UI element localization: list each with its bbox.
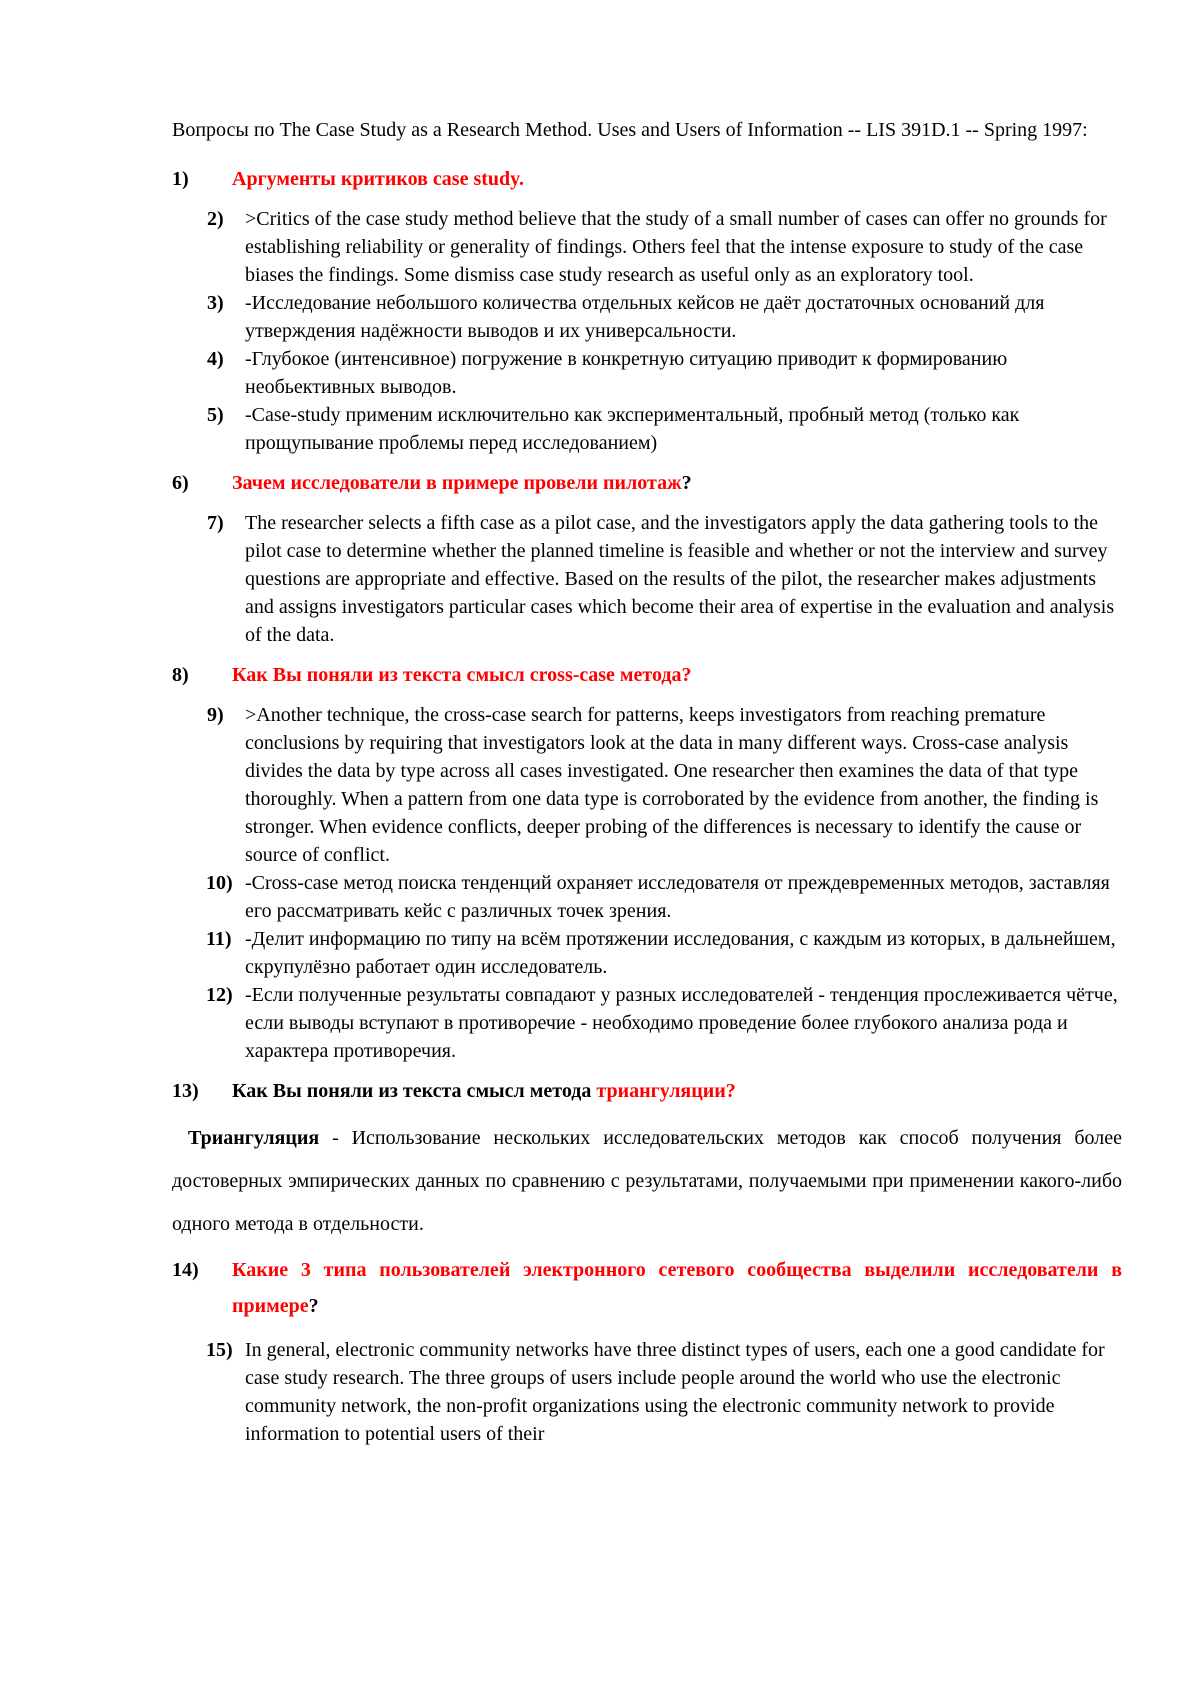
item-text: -Глубокое (интенсивное) погружение в конкретную ситуацию приводит к формированию необьективных выводов.: [245, 348, 1008, 398]
answer-list-8: [172, 701, 1122, 1065]
list-item: [172, 925, 1122, 981]
question-number: 8): [172, 664, 189, 686]
list-item: [172, 509, 1122, 649]
question-number: 6): [172, 472, 189, 494]
list-item: [172, 981, 1122, 1065]
item-number: 10): [206, 872, 233, 894]
document-title: Вопросы по The Case Study as a Research Method. Uses and Users of Information -- LIS 391D.1 -- Spring 1997:: [172, 119, 1088, 141]
question-number: 1): [172, 168, 189, 190]
list-item: [172, 401, 1122, 457]
item-number: 2): [207, 208, 224, 230]
question-text: Как Вы поняли из текста смысл cross-case метода?: [232, 664, 692, 686]
question-text: Зачем исследователи в примере провели пилотаж: [232, 472, 682, 494]
list-item: [172, 869, 1122, 925]
list-item: [172, 1336, 1122, 1448]
item-text: >Another technique, the cross-case search for patterns, keeps investigators from reaching premature conclusions by requiring that investigators look at the data in many different ways. Cross-case analysis divides the data by type across all cases investigated. One researcher then examines the data of that type thoroughly. When a pattern from one data type is corroborated by the evidence from another, the finding is stronger. When evidence conflicts, deeper probing of the differences is necessary to identify the cause or source of conflict.: [245, 704, 1099, 866]
definition-term: Триангуляция: [188, 1127, 320, 1149]
definition-paragraph: [172, 1117, 1122, 1246]
item-text: >Critics of the case study method believe that the study of a small number of cases can offer no grounds for establishing reliability or generality of findings. Others feel that the intense exposure to study of the case biases the findings. Some dismiss case study research as useful only as an exploratory tool.: [245, 208, 1107, 286]
question-6: [172, 469, 1122, 497]
item-text: The researcher selects a fifth case as a pilot case, and the investigators apply the data gathering tools to the pilot case to determine whether the planned timeline is feasible and whether or not the interview and survey questions are appropriate and effective. Based on the results of the pilot, the researcher makes adjustments and assigns investigators particular cases which become their area of expertise in the evaluation and analysis of the data.: [245, 512, 1115, 646]
item-number: 7): [207, 512, 224, 534]
item-number: 9): [207, 704, 224, 726]
question-number: 14): [172, 1259, 199, 1281]
item-number: 5): [207, 404, 224, 426]
question-1: [172, 165, 1122, 193]
item-number: 11): [206, 928, 232, 950]
item-text: -Если полученные результаты совпадают у разных исследователей - тенденция прослеживается чётче, если выводы вступают в противоречие - необходимо проведение более глубокого анализа рода и характера противоречия.: [245, 984, 1118, 1062]
list-item: [172, 701, 1122, 869]
question-text: Аргументы критиков case study.: [232, 168, 525, 190]
item-text: In general, electronic community networks have three distinct types of users, each one a good candidate for case study research. The three groups of users include people around the world who use the electronic community network, the non-profit organizations using the electronic community network to provide information to potential users of their: [245, 1339, 1105, 1445]
question-text: Какие 3 типа пользователей электронного сетевого сообщества выделили исследователи в примере: [232, 1259, 1122, 1317]
answer-list-1: [172, 205, 1122, 457]
question-mark: ?: [308, 1295, 319, 1317]
item-number: 12): [206, 984, 233, 1006]
question-8: [172, 661, 1122, 689]
item-text: -Делит информацию по типу на всём протяжении исследования, с каждым из которых, в дальнейшем, скрупулёзно работает один исследователь.: [245, 928, 1116, 978]
list-item: [172, 289, 1122, 345]
list-item: [172, 205, 1122, 289]
item-number: 15): [206, 1339, 233, 1361]
item-text: -Case-study применим исключительно как экспериментальный, пробный метод (только как прощупывание проблемы перед исследованием): [245, 404, 1020, 454]
item-number: 4): [207, 348, 224, 370]
answer-list-6: [172, 509, 1122, 649]
list-item: [172, 345, 1122, 401]
item-text: -Исследование небольшого количества отдельных кейсов не даёт достаточных оснований для утверждения надёжности выводов и их универсальности.: [245, 292, 1045, 342]
question-text-highlight: триангуляции?: [596, 1080, 736, 1102]
item-text: -Cross-case метод поиска тенденций охраняет исследователя от преждевременных методов, заставляя его рассматривать кейс с различных точек зрения.: [245, 872, 1110, 922]
answer-list-14: [172, 1336, 1122, 1448]
document-page: [172, 114, 1122, 1460]
question-number: 13): [172, 1080, 199, 1102]
question-text: Как Вы поняли из текста смысл метода: [232, 1080, 597, 1102]
question-13: [172, 1077, 1122, 1105]
definition-text: - Использование нескольких исследовательских методов как способ получения более достоверных эмпирических данных по сравнению с результатами, получаемыми при применении какого-либо одного метода в отдельности.: [172, 1127, 1122, 1235]
question-14: [172, 1252, 1122, 1324]
item-number: 3): [207, 292, 224, 314]
question-mark: ?: [681, 472, 692, 494]
